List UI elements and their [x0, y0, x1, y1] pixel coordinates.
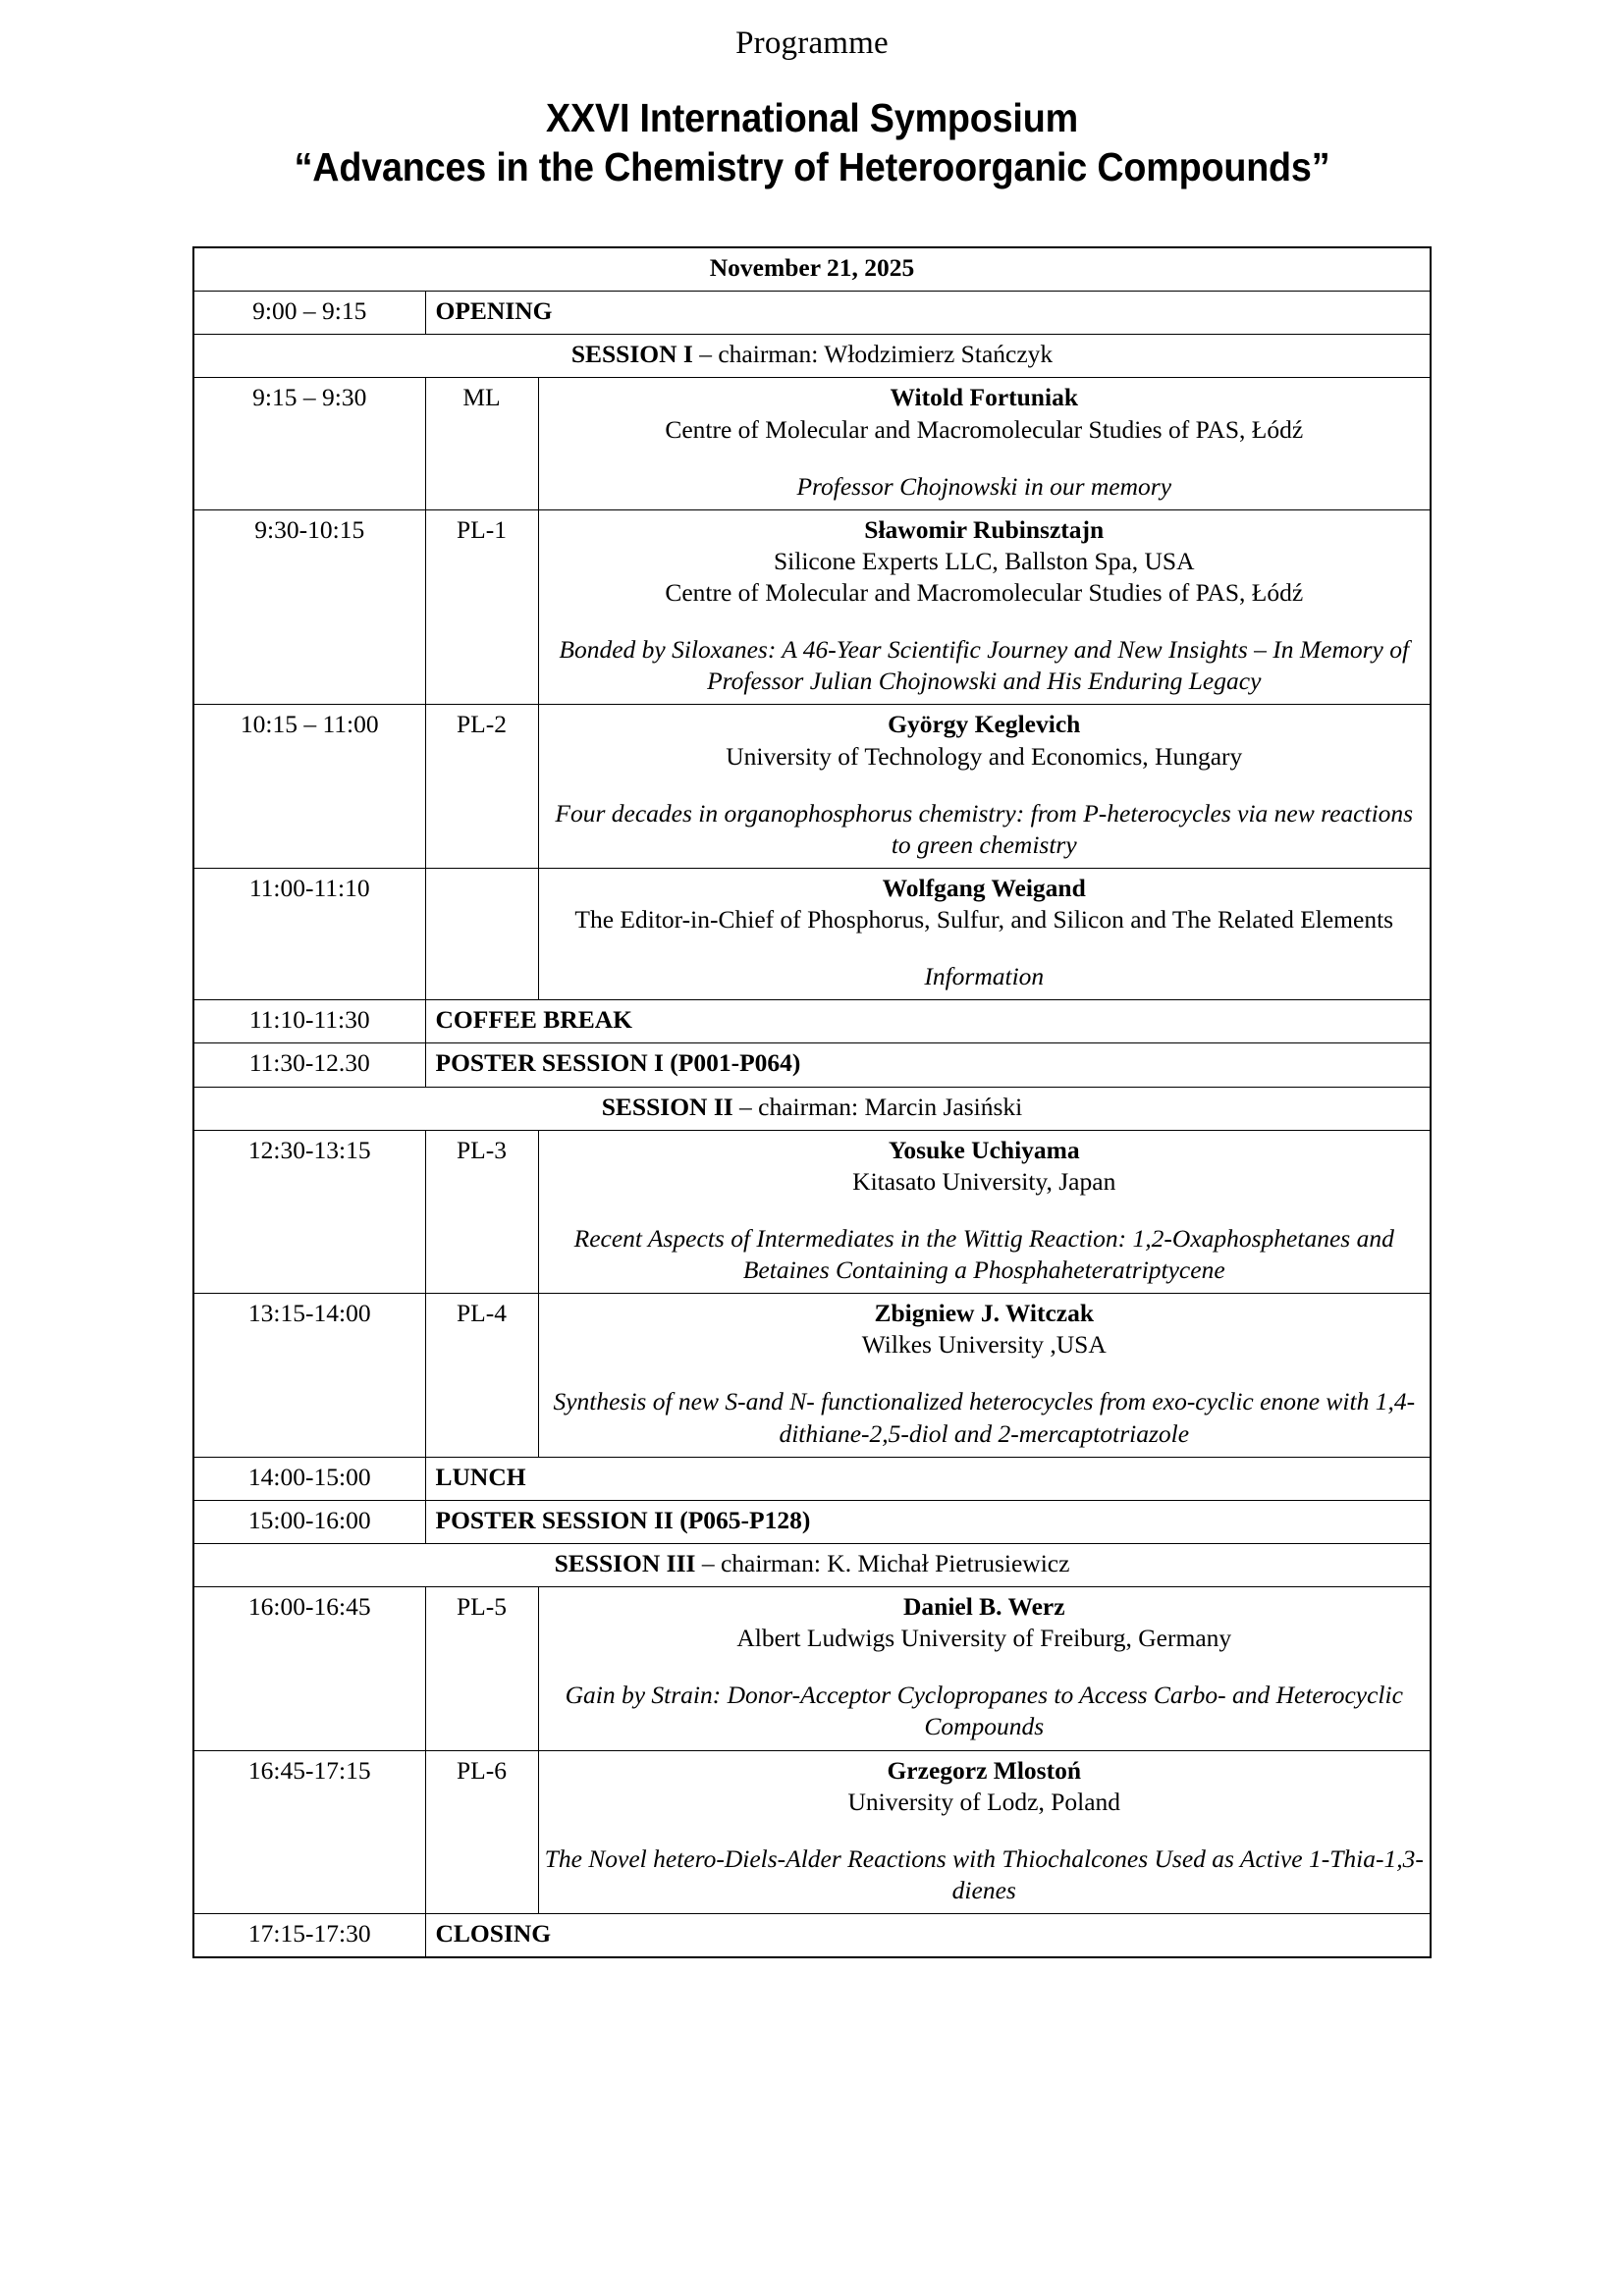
talk-title: Gain by Strain: Donor-Acceptor Cyclopropanes to Access Carbo- and Heterocyclic Compounds — [565, 1681, 1403, 1741]
table-row — [193, 1500, 1431, 1543]
row-label: COFFEE BREAK — [425, 1000, 1431, 1043]
speaker-affiliation: Albert Ludwigs University of Freiburg, Germany — [736, 1624, 1232, 1653]
row-code: PL-5 — [425, 1587, 538, 1751]
row-time: 9:30-10:15 — [193, 509, 425, 705]
speaker-affiliation: Silicone Experts LLC, Ballston Spa, USA — [773, 546, 1195, 575]
page-title-line-1: XXVI International Symposium — [546, 95, 1078, 140]
content-spacer — [545, 773, 1425, 798]
table-row — [193, 1750, 1431, 1914]
row-content — [538, 868, 1431, 999]
row-label: CLOSING — [425, 1914, 1431, 1958]
page-title — [98, 93, 1526, 191]
row-time: 17:15-17:30 — [193, 1914, 425, 1958]
speaker-name: Wolfgang Weigand — [882, 873, 1086, 902]
speaker-affiliation: Centre of Molecular and Macromolecular Studies of PAS, Łódź — [665, 414, 1304, 444]
content-spacer — [545, 935, 1425, 961]
speaker-affiliation: Wilkes University ,USA — [861, 1330, 1107, 1360]
table-row — [193, 1043, 1431, 1087]
session-header-row — [193, 1087, 1431, 1130]
row-time: 9:15 – 9:30 — [193, 378, 425, 509]
talk-title: Professor Chojnowski in our memory — [796, 471, 1172, 501]
row-label: POSTER SESSION II (P065-P128) — [425, 1500, 1431, 1543]
talk-title: Bonded by Siloxanes: A 46-Year Scientific Journey and New Insights – In Memory of Professor Julian Chojnowski and His Enduring Legacy — [559, 635, 1410, 696]
session-name: SESSION I — [570, 340, 693, 369]
table-row — [193, 292, 1431, 335]
session-header — [193, 1543, 1431, 1586]
content-spacer — [545, 1818, 1425, 1843]
speaker-affiliation: The Editor-in-Chief of Phosphorus, Sulfur, and Silicon and The Related Elements — [574, 905, 1394, 934]
row-code: ML — [425, 378, 538, 509]
table-row — [193, 1914, 1431, 1958]
row-time: 16:00-16:45 — [193, 1587, 425, 1751]
table-row — [193, 868, 1431, 999]
content-spacer — [545, 1654, 1425, 1680]
talk-title: Information — [924, 962, 1045, 991]
row-code: PL-1 — [425, 509, 538, 705]
row-label: OPENING — [425, 292, 1431, 335]
row-time: 12:30-13:15 — [193, 1130, 425, 1294]
page-kicker: Programme — [735, 26, 889, 61]
table-row — [193, 378, 1431, 509]
talk-title: The Novel hetero-Diels-Alder Reactions with Thiochalcones Used as Active 1-Thia-1,3-dienes — [544, 1843, 1424, 1904]
row-time: 15:00-16:00 — [193, 1500, 425, 1543]
speaker-name: Daniel B. Werz — [902, 1592, 1065, 1622]
row-label: POSTER SESSION I (P001-P064) — [425, 1043, 1431, 1087]
session-chair: – chairman: Włodzimierz Stańczyk — [692, 340, 1054, 369]
row-time: 11:30-12.30 — [193, 1043, 425, 1087]
talk-title: Four decades in organophosphorus chemistry: from P-heterocycles via new reactions to green chemistry — [555, 798, 1414, 859]
table-row — [193, 1294, 1431, 1458]
content-spacer — [545, 609, 1425, 634]
content-spacer — [545, 446, 1425, 471]
table-row — [193, 1000, 1431, 1043]
row-code: PL-3 — [425, 1130, 538, 1294]
table-row — [193, 509, 1431, 705]
table-row — [193, 1457, 1431, 1500]
table-row — [193, 1130, 1431, 1294]
page-title-line-2: “Advances in the Chemistry of Heteroorganic Compounds” — [294, 144, 1330, 190]
speaker-name: György Keglevich — [888, 710, 1081, 739]
session-name: SESSION III — [554, 1548, 696, 1577]
row-content — [538, 1587, 1431, 1751]
row-time: 16:45-17:15 — [193, 1750, 425, 1914]
row-label: LUNCH — [425, 1457, 1431, 1500]
table-row — [193, 705, 1431, 869]
speaker-name: Grzegorz Mlostoń — [887, 1755, 1082, 1785]
row-content — [538, 1130, 1431, 1294]
table-row — [193, 1587, 1431, 1751]
session-chair: – chairman: Marcin Jasiński — [732, 1092, 1023, 1121]
session-header — [193, 335, 1431, 378]
session-header — [193, 1087, 1431, 1130]
day-header-row — [193, 247, 1431, 292]
content-spacer — [545, 1198, 1425, 1223]
row-content — [538, 705, 1431, 869]
talk-title: Recent Aspects of Intermediates in the Wittig Reaction: 1,2-Oxaphosphetanes and Betaines Containing a Phosphaheteratriptycene — [573, 1223, 1394, 1285]
speaker-name: Zbigniew J. Witczak — [874, 1299, 1095, 1328]
row-code: PL-4 — [425, 1294, 538, 1458]
speaker-affiliation: University of Lodz, Poland — [847, 1787, 1121, 1816]
row-time: 11:10-11:30 — [193, 1000, 425, 1043]
row-time: 14:00-15:00 — [193, 1457, 425, 1500]
content-spacer — [545, 1361, 1425, 1386]
row-code: PL-2 — [425, 705, 538, 869]
speaker-affiliation: Kitasato University, Japan — [852, 1166, 1116, 1196]
programme-table-body — [193, 247, 1431, 1957]
row-content — [538, 509, 1431, 705]
day-header: November 21, 2025 — [193, 247, 1431, 292]
row-time: 9:00 – 9:15 — [193, 292, 425, 335]
row-code — [425, 868, 538, 999]
programme-table — [192, 246, 1432, 1958]
speaker-name: Sławomir Rubinsztajn — [864, 514, 1105, 544]
speaker-name: Yosuke Uchiyama — [888, 1135, 1080, 1164]
row-content — [538, 378, 1431, 509]
speaker-name: Witold Fortuniak — [890, 383, 1079, 412]
row-content — [538, 1750, 1431, 1914]
row-content — [538, 1294, 1431, 1458]
row-code: PL-6 — [425, 1750, 538, 1914]
talk-title: Synthesis of new S-and N- functionalized heterocycles from exo-cyclic enone with 1,4-dithiane-2,5-diol and 2-mercaptotriazole — [553, 1387, 1416, 1448]
row-time: 13:15-14:00 — [193, 1294, 425, 1458]
session-chair: – chairman: K. Michał Pietrusiewicz — [695, 1548, 1070, 1577]
speaker-affiliation: University of Technology and Economics, Hungary — [726, 741, 1243, 771]
session-header-row — [193, 1543, 1431, 1586]
row-time: 11:00-11:10 — [193, 868, 425, 999]
row-time: 10:15 – 11:00 — [193, 705, 425, 869]
session-name: SESSION II — [601, 1092, 733, 1121]
session-header-row — [193, 335, 1431, 378]
speaker-affiliation: Centre of Molecular and Macromolecular Studies of PAS, Łódź — [665, 578, 1304, 608]
